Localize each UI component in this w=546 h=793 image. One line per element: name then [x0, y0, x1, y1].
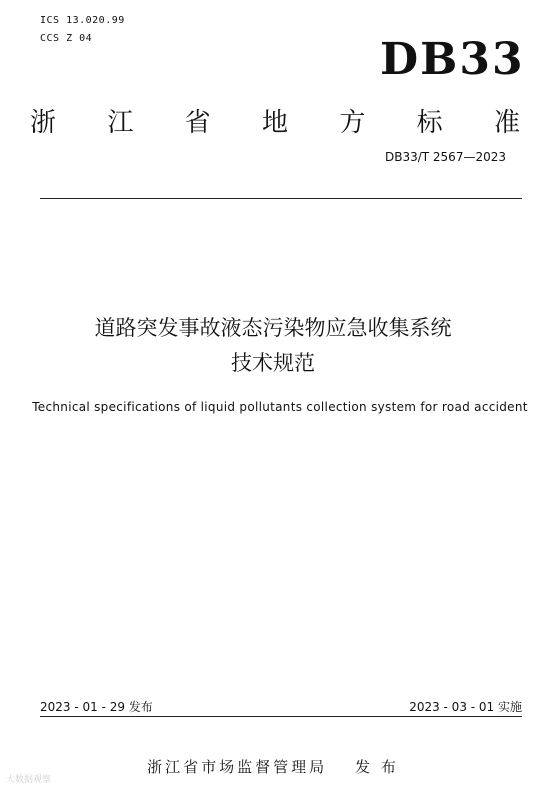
title-zh-line1: 道路突发事故液态污染物应急收集系统 — [94, 316, 452, 340]
standard-type-char: 浙 — [30, 108, 57, 138]
issue-action: 发 布 — [355, 758, 399, 776]
standard-number: DB33/T 2567—2023 — [384, 150, 506, 164]
header-divider — [40, 198, 522, 199]
standard-type-char: 方 — [339, 108, 366, 138]
publish-date: 2023 - 01 - 29 发布 — [40, 700, 153, 714]
implement-date: 2023 - 03 - 01 实施 — [409, 700, 522, 714]
standard-type-char: 省 — [184, 108, 211, 138]
standard-type — [30, 102, 520, 139]
standard-type-char: 江 — [107, 108, 134, 138]
title-en: Technical specifications of liquid pollutants collection system for road accident — [32, 400, 528, 414]
standard-type-char: 地 — [261, 108, 288, 138]
issuer-name: 浙江省市场监督管理局 — [147, 758, 328, 776]
ics-code: ICS 13.020.99 — [40, 15, 125, 26]
title-zh-line2: 技术规范 — [231, 351, 315, 375]
db33-logo: DB33 — [380, 34, 525, 85]
watermark: 大数据观察 — [6, 775, 52, 785]
footer-divider — [40, 716, 522, 717]
issuer-line — [0, 756, 546, 777]
standard-type-char: 准 — [493, 108, 520, 138]
standard-type-char: 标 — [416, 108, 443, 138]
ccs-code: CCS Z 04 — [40, 33, 93, 44]
